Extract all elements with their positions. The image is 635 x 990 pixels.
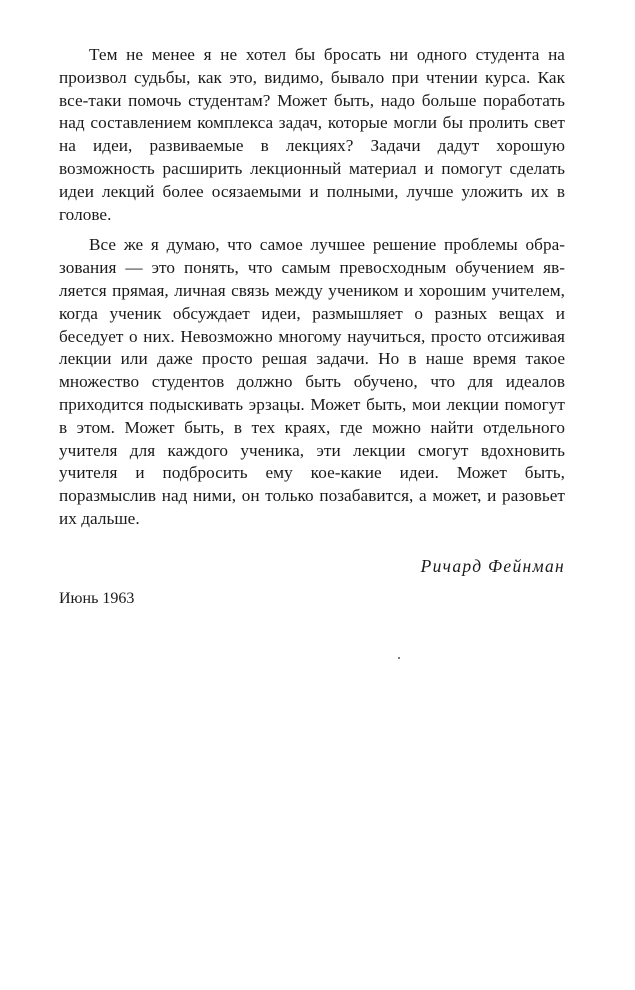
- date-line: Июнь 1963: [59, 589, 135, 607]
- body-paragraph-1: Тем не менее я не хотел бы бросать ни одного студента на произвол судьбы, как это, видимо, бывало при чтении курса. Как все-таки помочь студентам? Может быть, надо больше поработать над составлением комплекса задач, которые могли бы пролить свет на идеи, развиваемые в лекциях? Задачи дадут хорошую возможность расширить лекционный материал и помогут сделать идеи лекций более осязаемыми и полными, лучше уложить их в голове.: [59, 45, 565, 224]
- document-page: [59, 44, 565, 609]
- print-speck: [398, 657, 400, 659]
- author-signature: Ричард Фейнман: [420, 555, 565, 576]
- body-paragraph-2: Все же я думаю, что самое лучшее решение проблемы образования — это понять, что самым превосходным обучением является прямая, личная связь между учеником и хорошим учителем, когда ученик обсуждает идеи, размышляет о разных вещах и беседует о них. Невозможно многому научиться, просто отсиживая лекции или даже просто решая задачи. Но в наше время такое множество студентов должно быть обучено, что для идеалов приходится подыскивать эрзацы. Может быть, мои лекции помогут в этом. Может быть, в тех краях, где можно найти отдельного учителя для каждого ученика, эти лекции смогут вдохновить учителя и подбросить ему кое-какие идеи. Может быть, поразмыслив над ними, он только позабавится, а может, и разовьет их дальше.: [59, 235, 565, 528]
